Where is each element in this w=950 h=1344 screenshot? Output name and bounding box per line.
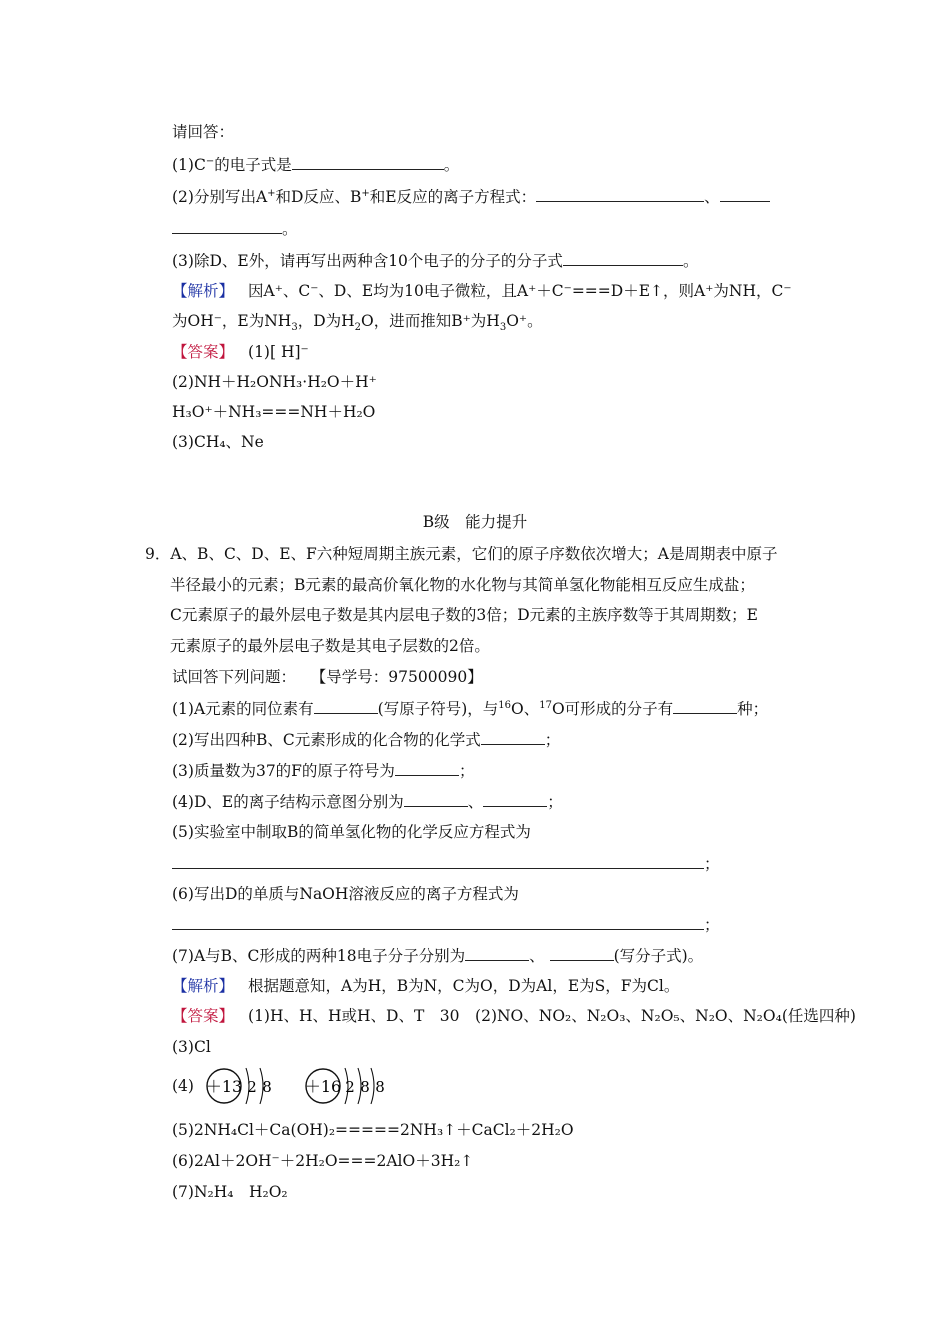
question-3: (3)除D、E外，请再写出两种含10个电子的分子的分子式 。 [172, 252, 699, 270]
ion-structure-diagrams [200, 1062, 400, 1110]
svg-text:8: 8 [262, 1078, 272, 1096]
guide-number: 【导学号：97500090】 [310, 668, 483, 686]
answer-blank[interactable] [314, 698, 378, 714]
q9-sub7: (7)A与B、C形成的两种18电子分子分别为 、 (写分子式)。 [172, 947, 704, 965]
answer-blank[interactable] [550, 945, 614, 961]
svg-text:8: 8 [360, 1078, 370, 1096]
analysis-tag: 【解析】 [172, 282, 235, 300]
analysis-1-cont: 为OH⁻，E为$NH_3$，D为$H_2O$，进而推知B⁺为$H_3O^+$。 [172, 312, 543, 334]
q9-ask: 试回答下列问题： 【导学号：97500090】 [172, 668, 483, 686]
q9-line1: 9．A、B、C、D、E、F六种短周期主族元素，它们的原子序数依次增大；A是周期表中原子 [145, 545, 778, 563]
svg-text:＋16: ＋16 [304, 1077, 342, 1096]
answer-blank[interactable] [536, 186, 704, 202]
q9-line2: 半径最小的元素；B元素的最高价氧化物的水化物与其简单氢化物能相互反应生成盐； [170, 576, 755, 594]
answer-blank[interactable] [563, 250, 683, 266]
q9-sub6: (6)写出D的单质与NaOH溶液反应的离子方程式为 [172, 885, 519, 903]
intro-text: 请回答： [172, 123, 235, 141]
answer-blank[interactable] [395, 760, 459, 776]
answer-1-line2: (2)NH＋H₂ONH₃·H₂O＋H⁺ [172, 373, 377, 391]
answer-1-line3: H₃O⁺＋NH₃===NH＋H₂O [172, 403, 376, 421]
answer-9-label4: (4) [172, 1077, 194, 1095]
q9-sub5: (5)实验室中制取B的简单氢化物的化学反应方程式为 [172, 823, 531, 841]
q9-sub1: (1)A元素的同位素有 (写原子符号)，与$^{16}$O、$^{17}$O可形成的分子有 种； [172, 699, 769, 718]
s-ion-diagram [305, 1068, 385, 1104]
q9-line4: 元素原子的最外层电子数是其电子层数的2倍。 [170, 637, 490, 655]
question-2-cont: 。 [172, 218, 298, 239]
svg-text:8: 8 [375, 1078, 385, 1096]
analysis-1: 【解析】 因A⁺、C⁻、D、E均为10电子微粒，且A⁺＋C⁻===D＋E↑，则A⁺为NH，C⁻ [172, 282, 792, 300]
answer-9-line1: 【答案】 (1)H、H、H或H、D、T 30 (2)NO、NO₂、N₂O₃、N₂O₅、N₂O、N₂O₄(任选四种) [172, 1007, 856, 1025]
answer-tag: 【答案】 [172, 343, 235, 361]
svg-text:2: 2 [345, 1078, 355, 1096]
answer-blank[interactable] [172, 853, 704, 869]
answer-blank[interactable] [720, 186, 770, 202]
analysis-tag: 【解析】 [172, 977, 235, 995]
answer-blank[interactable] [172, 914, 704, 930]
answer-blank[interactable] [673, 698, 737, 714]
q9-sub5-line: ； [172, 853, 720, 874]
answer-9-line5: (5)2NH₄Cl＋Ca(OH)₂=====2NH₃↑＋CaCl₂＋2H₂O [172, 1121, 574, 1139]
answer-blank[interactable] [172, 218, 282, 234]
answer-blank[interactable] [481, 729, 545, 745]
answer-blank[interactable] [483, 791, 547, 807]
svg-text:＋13: ＋13 [205, 1077, 243, 1096]
svg-text:2: 2 [247, 1078, 257, 1096]
answer-9-line6: (6)2Al＋2OH⁻＋2H₂O===2AlO＋3H₂↑ [172, 1152, 474, 1170]
al-ion-diagram [206, 1068, 272, 1104]
answer-1-line4: (3)CH₄、Ne [172, 433, 264, 451]
answer-blank[interactable] [404, 791, 468, 807]
answer-9-line7: (7)N₂H₄ H₂O₂ [172, 1183, 288, 1201]
answer-tag: 【答案】 [172, 1007, 235, 1025]
q9-sub6-line: ； [172, 914, 720, 935]
answer-blank[interactable] [292, 154, 444, 170]
q9-sub3: (3)质量数为37的F的原子符号为 ； [172, 762, 475, 780]
answer-1: 【答案】 (1)[ H]⁻ [172, 343, 309, 361]
question-1: (1)C−的电子式是 。 [172, 155, 460, 174]
answer-blank[interactable] [465, 945, 529, 961]
question-2: (2)分别写出A+和D反应、B+和E反应的离子方程式： 、 [172, 186, 770, 207]
section-title: B级 能力提升 [422, 513, 528, 531]
q9-sub2: (2)写出四种B、C元素形成的化合物的化学式 ； [172, 731, 561, 749]
q9-line3: C元素原子的最外层电子数是其内层电子数的3倍；D元素的主族序数等于其周期数；E [170, 606, 758, 624]
answer-9-line3: (3)Cl [172, 1038, 211, 1056]
analysis-9: 【解析】 根据题意知，A为H，B为N，C为O，D为Al，E为S，F为Cl。 [172, 977, 680, 995]
q9-sub4: (4)D、E的离子结构示意图分别为 、 ； [172, 793, 563, 811]
